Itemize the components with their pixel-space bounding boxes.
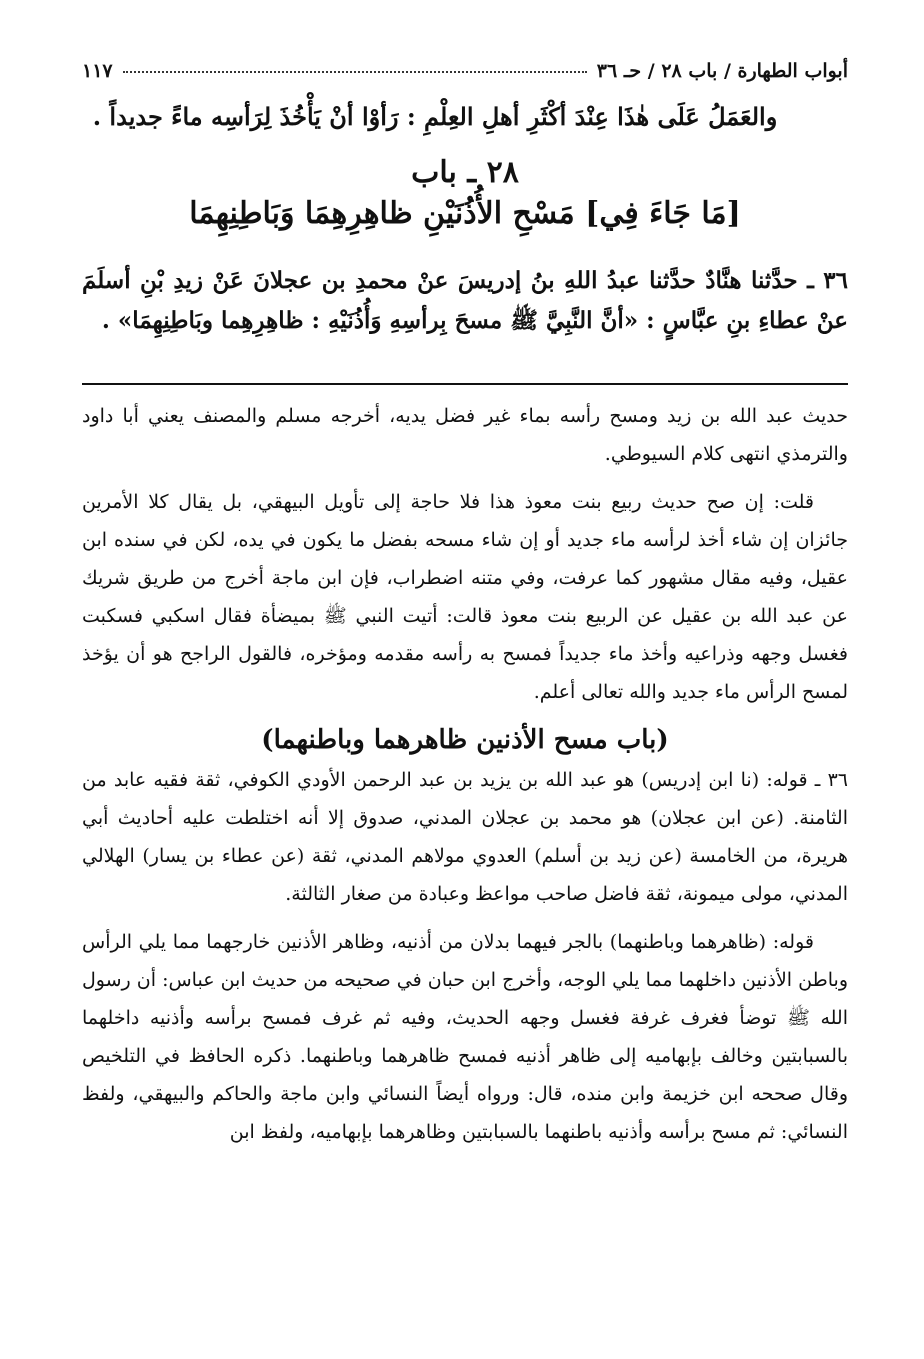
- commentary-paragraph-2: قلت: إن صح حديث ربيع بنت معوذ هذا فلا حاجة إلى تأويل البيهقي، بل يقال كلا الأمرين جائزان إن شاء أخذ لرأسه ماء جديد أو إن شاء مسحه بفضل ما يكون في يده، لكن في سنده ابن عقيل، وفيه مقال مشهور كما عرفت، وفي متنه اضطراب، فإن ابن ماجة أخرج من طريق شريك عن عبد الله بن عقيل عن الربيع بنت معوذ قالت: أتيت النبي ﷺ بميضأة فقال اسكبي فسكبت فغسل وجهه وذراعيه وأخذ ماء جديداً فمسح به رأسه مقدمه ومؤخره، فالقول الراجح هو أن يؤخذ لمسح الرأس ماء جديد والله تعالى أعلم.: [82, 491, 848, 703]
- chapter-number: ٢٨ ـ باب: [411, 155, 519, 190]
- commentary-paragraph-3: ٣٦ ـ قوله: (نا ابن إدريس) هو عبد الله بن يزيد بن عبد الرحمن الأودي الكوفي، ثقة فقيه عابد من الثامنة. (عن ابن عجلان) هو محمد بن عجلان المدني، صدوق إلا أنه اختلطت عليه أحاديث أبي هريرة، من الخامسة (عن زيد بن أسلم) العدوي مولاهم المدني، ثقة (عن عطاء بن يسار) الهلالي المدني، مولى ميمونة، ثقة فاضل صاحب مواعظ وعبادة من صغار الثالثة.: [82, 769, 848, 905]
- footnote-divider: [82, 383, 848, 385]
- commentary-sub-heading: (باب مسح الأذنين ظاهرهما وباطنهما): [261, 725, 669, 755]
- commentary-paragraph-1: حديث عبد الله بن زيد ومسح رأسه بماء غير فضل يديه، أخرجه مسلم والمصنف يعني أبا داود والترمذي انتهى كلام السيوطي.: [82, 405, 848, 465]
- hadith-text: ٣٦ ـ حدَّثنا هنَّادٌ حدَّثنا عبدُ اللهِ بنُ إدريسَ عنْ محمدِ بن عجلانَ عَنْ زيدِ بْنِ أسلَمَ عنْ عطاءِ بنِ عبَّاسٍ : «أنَّ النَّبِيَّ ﷺ مسحَ بِرأسِهِ وَأُذُنَيْهِ : ظاهِرِهِما وبَاطِنِهِمَا» .: [82, 267, 848, 334]
- header-leader-dots: [123, 71, 587, 73]
- commentary-paragraph-4: قوله: (ظاهرهما وباطنهما) بالجر فيهما بدلان من أذنيه، وظاهر الأذنين خارجهما مما يلي الرأس وباطن الأذنين داخلهما مما يلي الوجه، وأخرج ابن حبان في صحيحه من حديث ابن عباس: أن رسول الله ﷺ توضأ فغرف غرفة فغسل وجهه الحديث، وفيه ثم غرف فمسح برأسه وأذنيه داخلهما بالسبابتين وخالف بإبهاميه إلى ظاهر أذنيه فمسح ظاهرهما وباطنهما. ذكره الحافظ في التلخيص وقال صححه ابن خزيمة وابن منده، قال: ورواه أيضاً النسائي وابن ماجة والحاكم والبيهقي، ولفظ النسائي: ثم مسح برأسه وأذنيه باطنهما بالسبابتين وظاهرهما بإبهاميه، ولفظ ابن: [82, 931, 848, 1143]
- page-number: ١١٧: [82, 60, 113, 82]
- running-header: [82, 60, 848, 90]
- chapter-title: [مَا جَاءَ فِي] مَسْحِ الأُذُنَيْنِ ظاهِرِهِمَا وَبَاطِنِهِمَا: [189, 196, 741, 231]
- opening-line: والعَمَلُ عَلَى هٰذَا عِنْدَ أكْثَرِ أهلِ العِلْمِ : رَأوْا أنْ يَأْخُذَ لِرَأسِه ماءً جديداً .: [92, 102, 778, 131]
- header-title: أبواب الطهارة / باب ٢٨ / حـ ٣٦: [596, 60, 848, 82]
- page: [82, 60, 848, 1151]
